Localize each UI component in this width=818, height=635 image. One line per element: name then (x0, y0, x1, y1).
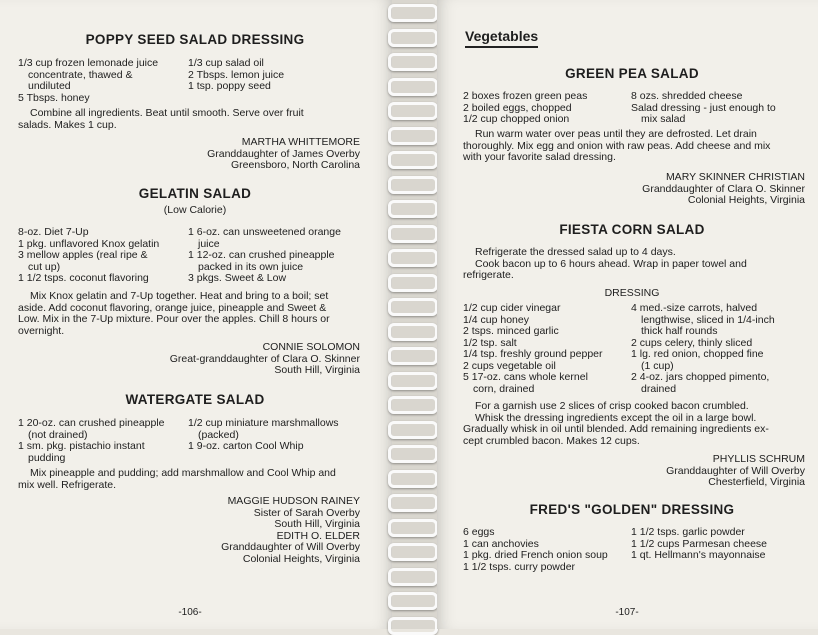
directions-line: Mix pineapple and pudding; add marshmallow and Cool Whip and (30, 467, 336, 479)
spiral-coil (388, 568, 438, 586)
ingredient: drained (641, 382, 677, 395)
watergate-ingredients-col1 (18, 418, 165, 464)
ingredient: (packed) (198, 428, 239, 441)
spiral-coil (388, 53, 438, 71)
ingredient: cut up) (28, 260, 61, 273)
credit-location: Colonial Heights, Virginia (242, 552, 360, 565)
right-page (437, 0, 818, 629)
credit-relation: Granddaughter of Clara O. Skinner (642, 182, 805, 195)
ingredient: 2 boxes frozen green peas (463, 90, 588, 102)
credit-name: MARTHA WHITTEMORE (241, 136, 360, 148)
gelatin-title: GELATIN SALAD (138, 186, 252, 201)
ingredient: 1 qt. Hellmann's mayonnaise (631, 549, 766, 561)
ingredient: pudding (28, 451, 66, 464)
green-pea-ingredients-col1 (463, 91, 587, 126)
watergate-ingredients-col2 (188, 418, 339, 453)
ingredient: 1/3 cup salad oil (188, 57, 264, 69)
watergate-credit (100, 496, 360, 565)
freds-ingredients-col2 (631, 527, 767, 562)
poppy-credit (100, 137, 360, 172)
gelatin-ingredients-col2 (188, 227, 341, 285)
ingredient: (1 cup) (641, 359, 674, 372)
watergate-directions (18, 468, 362, 491)
ingredient: 1/2 cup chopped onion (463, 113, 570, 125)
page-number-left: -106- (178, 607, 202, 618)
ingredient: 1 9-oz. carton Cool Whip (188, 440, 304, 452)
green-pea-title: GREEN PEA SALAD (565, 66, 699, 81)
left-page (0, 0, 392, 629)
directions-line: cept crumbled bacon. Makes 12 cups. (463, 434, 640, 447)
directions-line: Low. Mix in the 7-Up mixture. Pour over the apples. Chill 8 hours or (18, 313, 330, 325)
gelatin-credit (100, 342, 360, 377)
credit-location: South Hill, Virginia (274, 364, 360, 376)
ingredient: 8 ozs. shredded cheese (631, 90, 743, 102)
ingredient: 1/4 cup honey (463, 313, 529, 326)
intro-line: refrigerate. (463, 269, 514, 281)
spiral-coil (388, 102, 438, 120)
fiesta-intro (463, 247, 805, 282)
ingredient: 1/4 tsp. freshly ground pepper (463, 348, 603, 360)
poppy-title: POPPY SEED SALAD DRESSING (85, 32, 305, 47)
fiesta-ingredients-col2 (631, 303, 775, 395)
ingredient: 2 cups celery, thinly sliced (631, 336, 753, 349)
spiral-coil (388, 29, 438, 47)
directions-line: For a garnish use 2 slices of crisp cooked bacon crumbled. (475, 400, 749, 412)
green-pea-directions (463, 129, 805, 164)
ingredient: Salad dressing - just enough to (631, 101, 776, 114)
green-pea-credit (537, 172, 805, 207)
directions-line: aside. Add coconut flavoring, orange juice, pineapple and Sweet & (18, 301, 327, 314)
ingredient: 3 pkgs. Sweet & Low (188, 272, 287, 284)
credit-relation: Great-granddaughter of Clara O. Skinner (169, 352, 360, 365)
ingredient: juice (198, 237, 220, 250)
ingredient: 1 1/2 tsps. coconut flavoring (18, 272, 149, 284)
directions-line: mix well. Refrigerate. (18, 478, 117, 491)
credit-location: Chesterfield, Virginia (708, 476, 805, 488)
ingredient: 1 can anchovies (463, 537, 539, 550)
spiral-coil (388, 4, 438, 22)
green-pea-ingredients-col2 (631, 91, 776, 126)
spiral-coil (388, 176, 438, 194)
spiral-coil (388, 372, 438, 390)
ingredient: 1 6-oz. can unsweetened orange (188, 226, 341, 238)
ingredient: 2 tsps. minced garlic (463, 325, 559, 337)
credit-name: EDITH O. ELDER (276, 529, 360, 542)
spiral-coil (388, 347, 438, 365)
ingredient: 4 med.-size carrots, halved (631, 302, 758, 314)
credit-location: Colonial Heights, Virginia (687, 194, 805, 206)
gelatin-subtitle: (Low Calorie) (163, 204, 227, 216)
ingredient: undiluted (28, 80, 71, 92)
ingredient: 1/2 cup miniature marshmallows (188, 417, 339, 429)
spiral-coil (388, 225, 438, 243)
credit-name: PHYLLIS SCHRUM (712, 453, 805, 465)
ingredient: 1 sm. pkg. pistachio instant (18, 440, 145, 452)
ingredient: concentrate, thawed & (28, 68, 133, 81)
ingredient: 1/2 cup cider vinegar (463, 302, 561, 314)
credit-location: Greensboro, North Carolina (231, 159, 360, 171)
spiral-coil (388, 78, 438, 96)
freds-ingredients-col1 (463, 527, 608, 573)
spiral-coil (388, 249, 438, 267)
spiral-coil (388, 592, 438, 610)
poppy-directions (18, 108, 360, 131)
ingredient: 1 pkg. dried French onion soup (463, 549, 608, 561)
fiesta-directions (463, 401, 805, 447)
credit-location: South Hill, Virginia (274, 518, 360, 530)
gelatin-ingredients-col1 (18, 227, 159, 285)
spiral-coil (388, 519, 438, 537)
spiral-coil (388, 323, 438, 341)
credit-name: MAGGIE HUDSON RAINEY (227, 495, 360, 507)
ingredient: lengthwise, sliced in 1/4-inch (641, 313, 775, 326)
spiral-coil (388, 127, 438, 145)
directions-line: thoroughly. Mix egg and onion with raw peas. Add cheese and mix (463, 139, 771, 152)
directions-line: Whisk the dressing ingredients except the oil in a large bowl. (475, 411, 757, 424)
credit-name: MARY SKINNER CHRISTIAN (665, 171, 805, 183)
spiral-coil (388, 617, 438, 635)
ingredient: 2 cups vegetable oil (463, 359, 556, 372)
fiesta-credit (537, 454, 805, 489)
directions-line: Mix Knox gelatin and 7-Up together. Heat and bring to a boil; set (30, 290, 329, 302)
ingredient: 1 12-oz. can crushed pineapple (188, 249, 335, 261)
ingredient: 2 boiled eggs, chopped (463, 101, 572, 114)
directions-line: with your favorite salad dressing. (463, 151, 616, 163)
ingredient: 2 4-oz. jars chopped pimento, (631, 371, 770, 383)
ingredient: 5 Tbsps. honey (18, 91, 90, 104)
spiral-coil (388, 298, 438, 316)
fiesta-ingredients-col1 (463, 303, 603, 395)
ingredient: 1 1/2 tsps. garlic powder (631, 526, 745, 538)
poppy-ingredients-col1 (18, 58, 158, 104)
ingredient: 1 20-oz. can crushed pineapple (18, 417, 165, 429)
watergate-title: WATERGATE SALAD (125, 392, 265, 407)
credit-relation: Granddaughter of Will Overby (666, 464, 805, 477)
ingredient: thick half rounds (641, 325, 718, 337)
gelatin-directions (18, 291, 362, 337)
spiral-coil (388, 151, 438, 169)
directions-line: salads. Makes 1 cup. (18, 118, 117, 131)
intro-line: Cook bacon up to 6 hours ahead. Wrap in paper towel and (475, 257, 747, 270)
ingredient: 6 eggs (463, 526, 495, 538)
ingredient: 1 1/2 tsps. curry powder (463, 560, 576, 573)
ingredient: 1/2 tsp. salt (463, 336, 517, 349)
spiral-coil (388, 200, 438, 218)
ingredient: corn, drained (473, 382, 535, 395)
ingredient: packed in its own juice (198, 260, 304, 273)
page-number-right: -107- (615, 607, 639, 618)
ingredient: (not drained) (28, 428, 88, 441)
poppy-ingredients-col2 (188, 58, 284, 93)
section-tab: Vegetables (465, 28, 538, 48)
intro-line: Refrigerate the dressed salad up to 4 days. (475, 246, 676, 258)
ingredient: mix salad (641, 113, 686, 125)
freds-title: FRED'S "GOLDEN" DRESSING (529, 502, 735, 517)
spiral-coil (388, 494, 438, 512)
ingredient: 1 1/2 cups Parmesan cheese (631, 537, 767, 550)
spiral-coil (388, 274, 438, 292)
directions-line: overnight. (18, 324, 65, 337)
directions-line: Gradually whisk in oil until blended. Add remaining ingredients ex- (463, 423, 769, 435)
ingredient: 1 pkg. unflavored Knox gelatin (18, 237, 160, 250)
directions-line: Run warm water over peas until they are defrosted. Let drain (475, 128, 757, 140)
ingredient: 1/3 cup frozen lemonade juice (18, 57, 159, 69)
credit-relation: Granddaughter of Will Overby (221, 541, 360, 553)
dressing-label: DRESSING (604, 287, 660, 299)
directions-line: Combine all ingredients. Beat until smooth. Serve over fruit (30, 107, 304, 119)
credit-relation: Sister of Sarah Overby (253, 506, 360, 519)
ingredient: 2 Tbsps. lemon juice (188, 68, 285, 81)
ingredient: 1 lg. red onion, chopped fine (631, 348, 764, 360)
spiral-coil (388, 396, 438, 414)
spiral-coil (388, 543, 438, 561)
spiral-coil (388, 470, 438, 488)
ingredient: 5 17-oz. cans whole kernel (463, 371, 588, 383)
spiral-coil (388, 445, 438, 463)
ingredient: 1 tsp. poppy seed (188, 80, 271, 92)
credit-relation: Granddaughter of James Overby (207, 147, 360, 160)
fiesta-title: FIESTA CORN SALAD (559, 222, 705, 237)
ingredient: 3 mellow apples (real ripe & (18, 249, 148, 261)
spiral-coil (388, 421, 438, 439)
credit-name: CONNIE SOLOMON (262, 341, 360, 353)
ingredient: 8-oz. Diet 7-Up (18, 226, 89, 238)
